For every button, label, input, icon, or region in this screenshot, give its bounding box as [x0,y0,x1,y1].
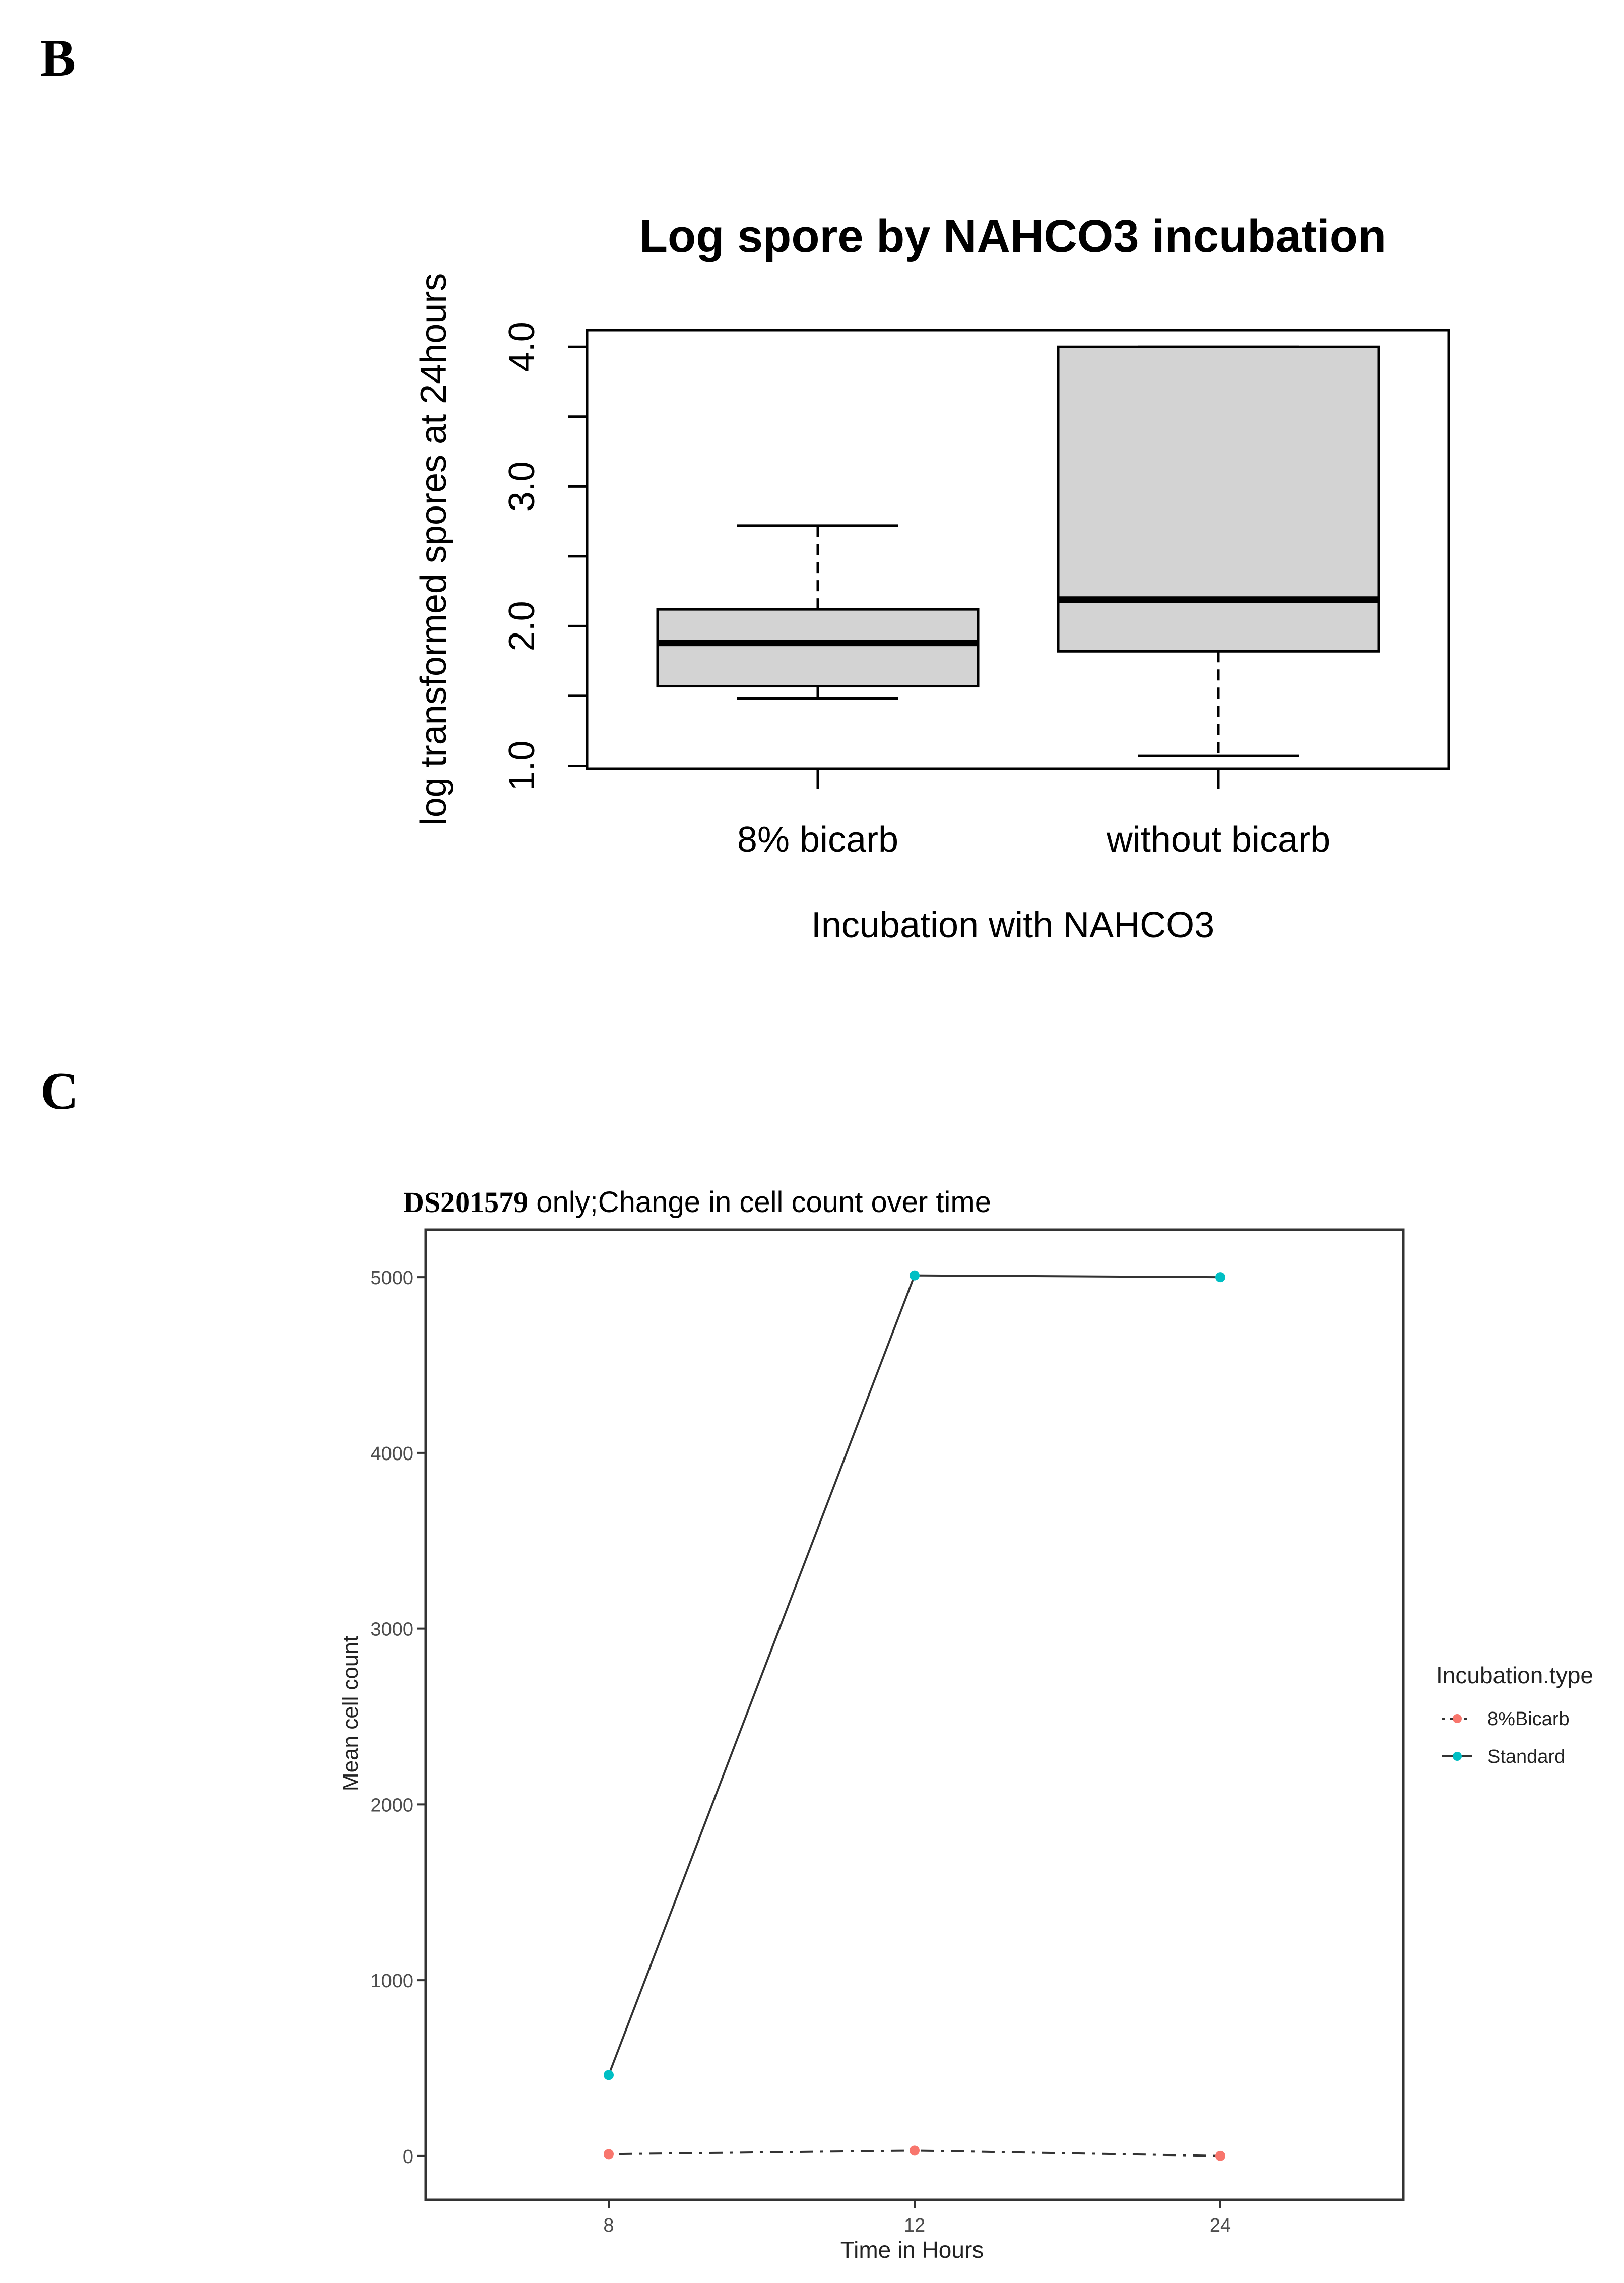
boxplot-x-tick-label: without bicarb [1106,819,1331,860]
line-chart-x-axis-label: Time in Hours [840,2237,984,2263]
data-point-standard [910,1271,920,1281]
line-chart [338,1186,1593,2263]
line-chart-x-tick-label: 24 [1209,2215,1231,2236]
legend-title: Incubation.type [1436,1662,1594,1688]
legend-entry-label: Standard [1487,1746,1566,1767]
line-chart-y-axis [370,1267,426,2168]
boxplot-chart [414,211,1449,945]
data-point-8-bicarb [1215,2151,1225,2161]
line-chart-plot-frame [426,1230,1403,2200]
line-chart-y-tick-label: 4000 [370,1443,413,1465]
line-chart-y-tick-label: 0 [402,2146,413,2168]
boxplot-y-tick-label: 2.0 [502,601,542,652]
panel-label-c: C [40,1061,79,1120]
data-point-standard [1215,1272,1225,1282]
boxplot-y-axis [502,322,587,791]
data-point-standard [604,2070,614,2080]
line-chart-title [403,1186,991,1219]
data-point-8-bicarb [910,2145,920,2155]
line-chart-y-axis-label: Mean cell count [338,1635,363,1792]
legend-entry-label: 8%Bicarb [1487,1708,1570,1730]
panel-label-b: B [40,28,76,87]
line-chart-title-text: only;Change in cell count over time [528,1186,991,1219]
legend-key-marker [1453,1714,1462,1723]
box-iqr [1058,347,1379,651]
line-chart-y-tick-label: 1000 [370,1971,413,1992]
line-chart-x-tick-label: 8 [603,2215,614,2236]
boxplot-y-tick-label: 4.0 [502,322,542,372]
line-chart-x-axis [603,2200,1231,2236]
line-chart-x-tick-label: 12 [903,2215,926,2236]
boxplot-y-axis-label: log transformed spores at 24hours [414,273,454,826]
boxplot-x-tick-label: 8% bicarb [737,819,899,860]
line-chart-y-tick-label: 5000 [370,1267,413,1289]
boxplot-x-axis [737,769,1330,860]
line-chart-y-tick-label: 2000 [370,1795,413,1816]
boxplot-y-tick-label: 3.0 [502,461,542,512]
legend-key-marker [1453,1752,1462,1761]
line-chart-y-tick-label: 3000 [370,1619,413,1640]
boxplot-y-tick-label: 1.0 [502,740,542,791]
box-iqr [658,609,978,686]
boxplot-boxes [658,347,1379,756]
boxplot-x-axis-label: Incubation with NAHCO3 [811,905,1215,945]
line-chart-title-id: DS201579 [403,1186,529,1219]
line-chart-legend [1436,1662,1593,1767]
boxplot-title: Log spore by NAHCO3 incubation [639,211,1387,262]
data-point-8-bicarb [604,2149,614,2159]
